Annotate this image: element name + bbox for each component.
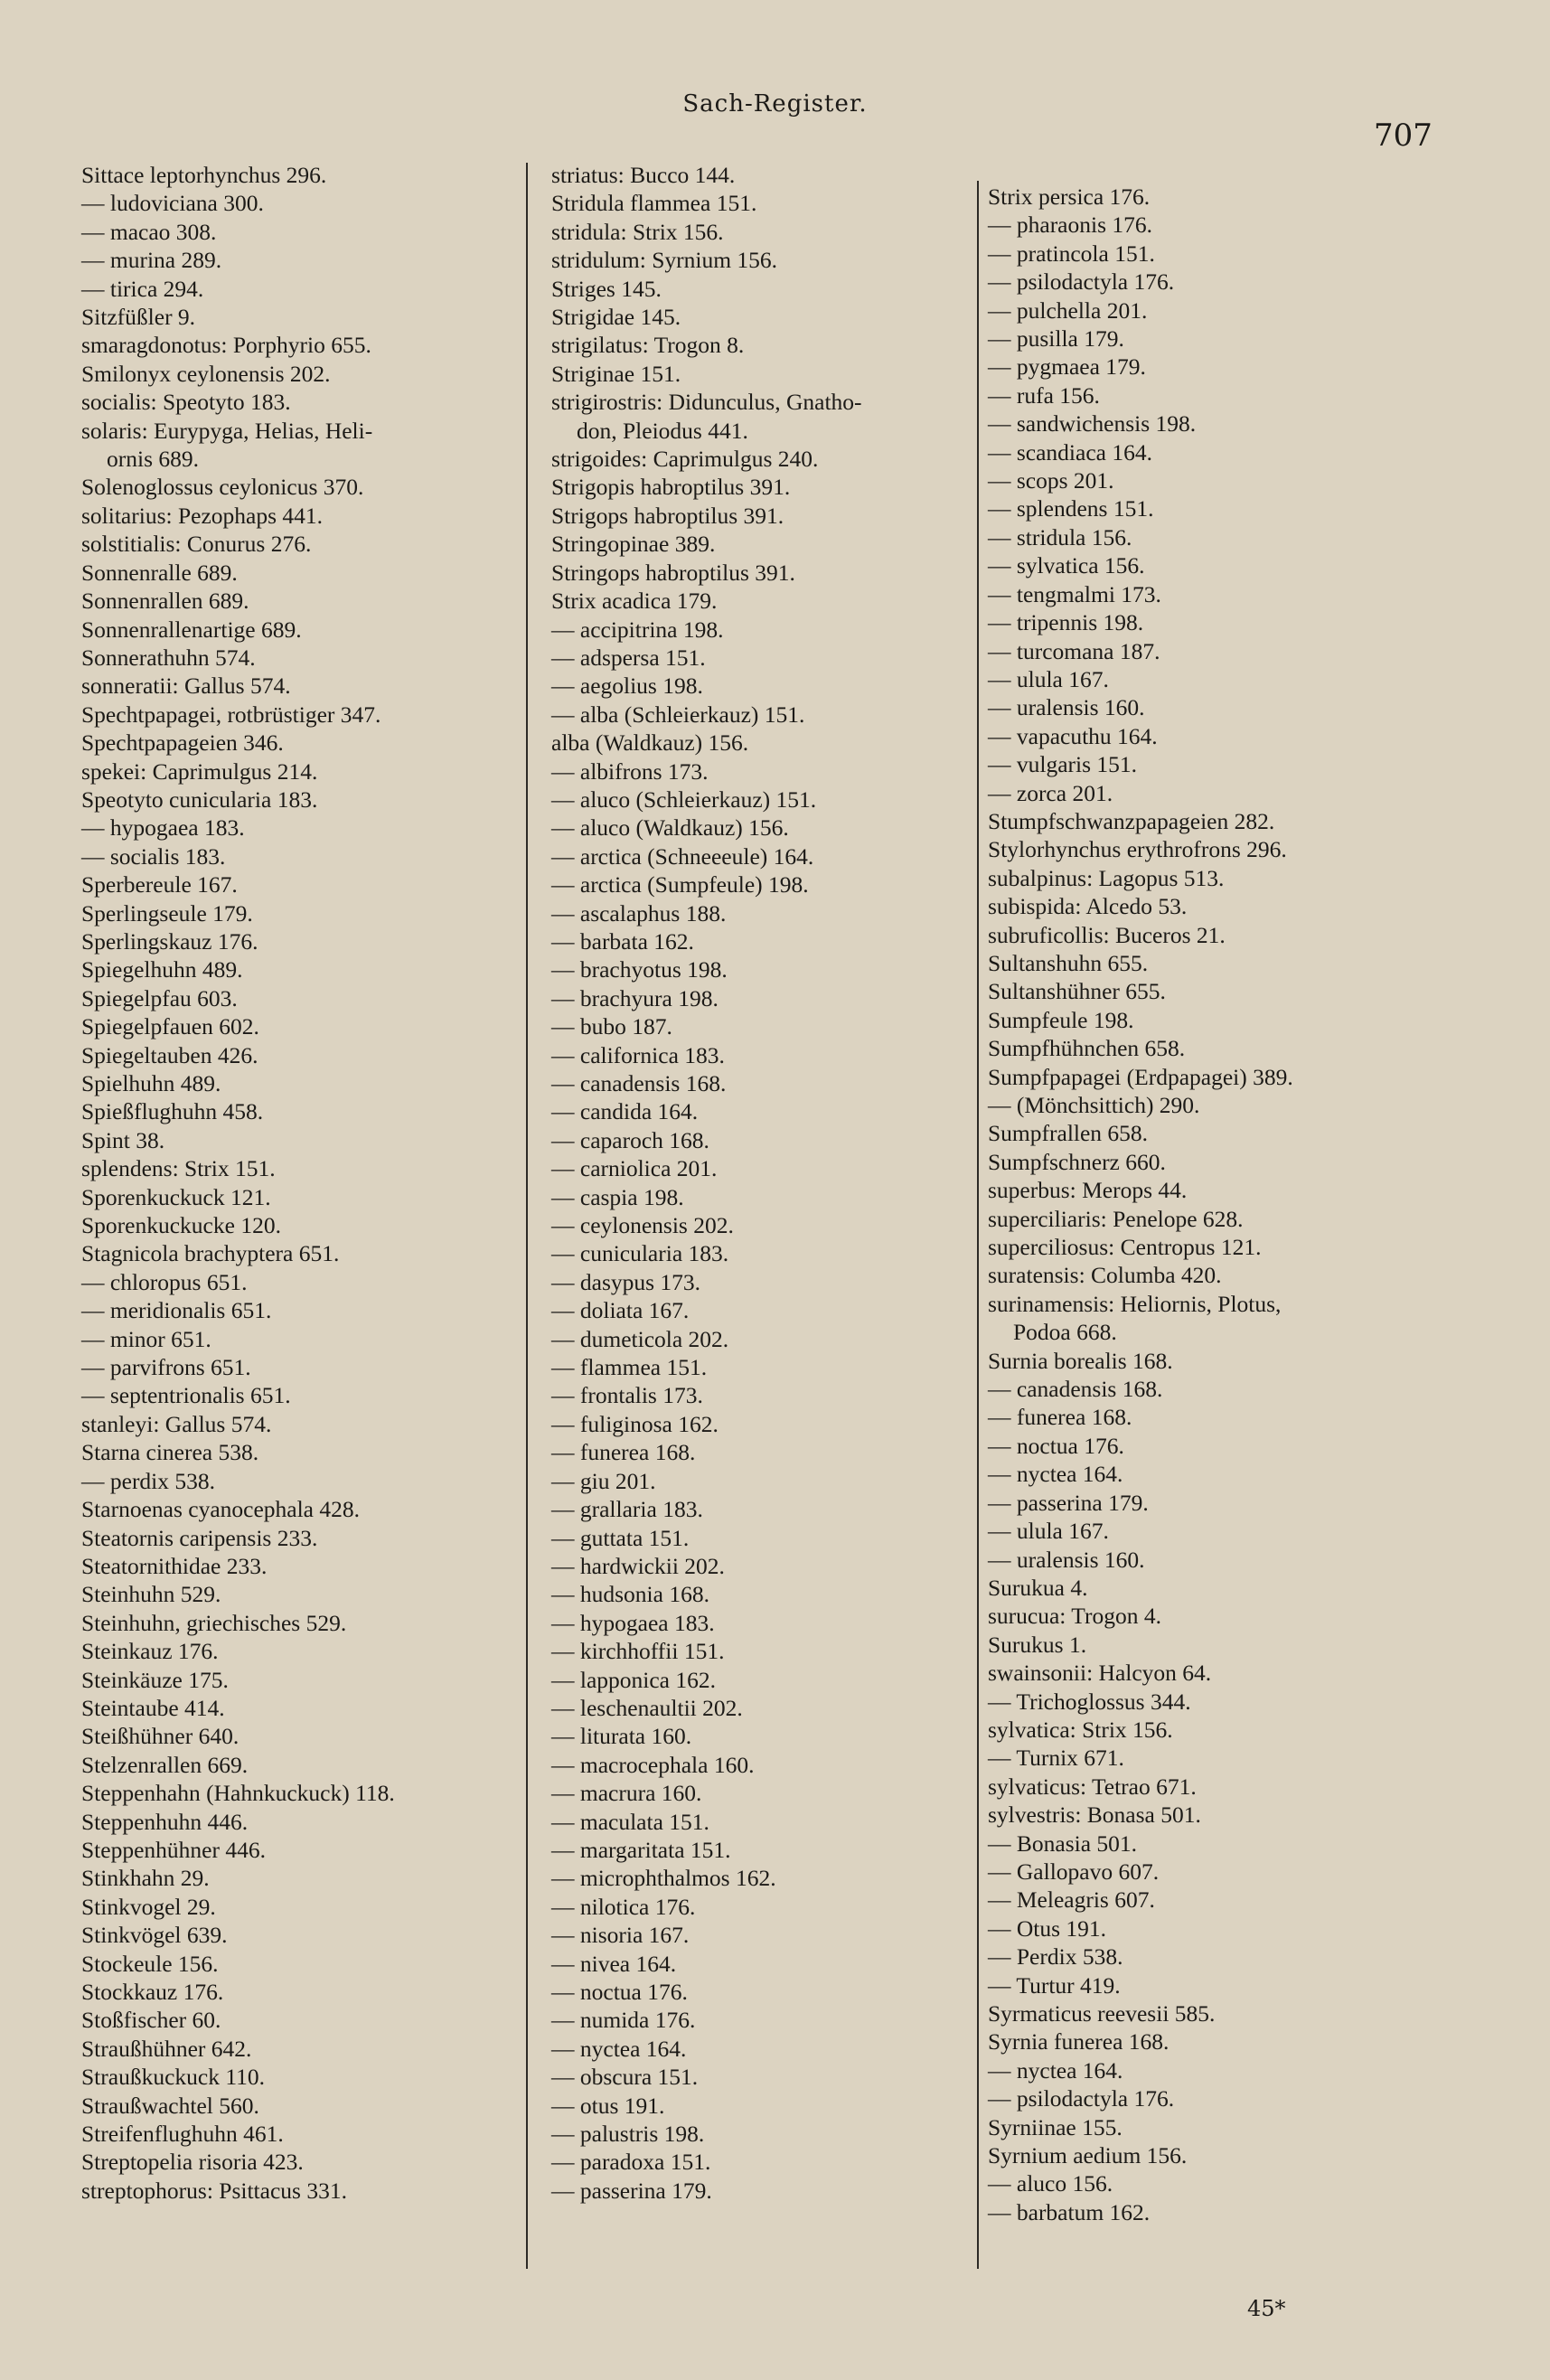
index-entry: Spechtpapagei, rotbrüstiger 347. [81, 701, 381, 728]
index-column-2 [551, 161, 967, 2205]
index-entry: Sultanshühner 655. [988, 978, 1166, 1005]
index-entry: — zorca 201. [988, 779, 1113, 806]
index-entry: streptophorus: Psittacus 331. [81, 2177, 347, 2204]
index-entry: — stridula 156. [988, 523, 1132, 550]
index-entry: — barbatum 162. [988, 2198, 1151, 2225]
index-entry: — chloropus 651. [81, 1268, 248, 1295]
index-entry: Steinkauz 176. [81, 1638, 219, 1665]
index-entry: Stinkhahn 29. [81, 1865, 210, 1892]
index-entry: socialis: Speotyto 183. [81, 389, 291, 416]
index-entry: — murina 289. [81, 247, 222, 274]
index-entry: — turcomana 187. [988, 637, 1160, 664]
index-entry: Syrnia funerea 168. [988, 2028, 1170, 2055]
index-entry: — arctica (Sumpfeule) 198. [551, 871, 809, 898]
index-entry: — adspersa 151. [551, 644, 706, 671]
index-entry: — Meleagris 607. [988, 1886, 1155, 1914]
index-entry: Steintaube 414. [81, 1694, 225, 1721]
index-entry: — accipitrina 198. [551, 616, 724, 643]
index-entry: Striges 145. [551, 275, 662, 302]
index-entry: — californica 183. [551, 1041, 725, 1068]
index-entry: stanleyi: Gallus 574. [81, 1410, 272, 1437]
index-entry: Steinhuhn 529. [81, 1581, 221, 1608]
index-entry: — microphthalmos 162. [551, 1865, 776, 1892]
index-entry: Streifenflughuhn 461. [81, 2121, 284, 2148]
index-entry: swainsonii: Halcyon 64. [988, 1660, 1212, 1687]
index-entry: Stringopinae 389. [551, 531, 716, 558]
signature-mark: 45* [1247, 2296, 1286, 2321]
index-entry: subalpinus: Lagopus 513. [988, 864, 1225, 891]
index-entry: — canadensis 168. [988, 1376, 1163, 1403]
index-entry: subispida: Alcedo 53. [988, 893, 1188, 920]
index-entry: — nyctea 164. [551, 2035, 687, 2062]
index-entry: surinamensis: Heliornis, Plotus, [988, 1290, 1282, 1317]
running-head: Sach-Register. [682, 90, 868, 118]
index-entry: Syrmaticus reevesii 585. [988, 2000, 1216, 2027]
index-entry: solitarius: Pezophaps 441. [81, 502, 324, 529]
index-entry: Syrniinae 155. [988, 2113, 1123, 2140]
index-entry: solaris: Eurypyga, Helias, Heli- [81, 417, 373, 444]
index-entry: Straußhühner 642. [81, 2035, 252, 2062]
index-entry: — passerina 179. [551, 2177, 712, 2204]
index-entry: Strigopis habroptilus 391. [551, 474, 791, 501]
index-entry: Stockkauz 176. [81, 1979, 224, 2005]
index-entry: Steinkäuze 175. [81, 1666, 229, 1693]
index-entry: Sonnenrallenartige 689. [81, 616, 302, 643]
index-entry: Spielhuhn 489. [81, 1070, 221, 1096]
index-entry: superciliosus: Centropus 121. [988, 1234, 1262, 1261]
index-entry: — aegolius 198. [551, 673, 703, 700]
index-entry: — rufa 156. [988, 381, 1100, 409]
index-entry: Steppenhahn (Hahnkuckuck) 118. [81, 1780, 395, 1807]
index-entry: — pusilla 179. [988, 325, 1124, 353]
index-entry: — (Mönchsittich) 290. [988, 1092, 1200, 1118]
index-entry: — psilodactyla 176. [988, 268, 1175, 296]
index-entry: — doliata 167. [551, 1297, 690, 1324]
index-entry: smaragdonotus: Porphyrio 655. [81, 332, 371, 359]
index-entry: — meridionalis 651. [81, 1297, 272, 1324]
index-entry: sylvaticus: Tetrao 671. [988, 1773, 1197, 1800]
index-entry: — palustris 198. [551, 2121, 705, 2148]
index-entry: Surukua 4. [988, 1574, 1088, 1601]
index-entry: — nisoria 167. [551, 1922, 690, 1949]
index-entry: — sylvatica 156. [988, 552, 1145, 579]
index-entry: — numida 176. [551, 2007, 696, 2034]
index-entry: — Perdix 538. [988, 1943, 1123, 1971]
index-entry: — maculata 151. [551, 1808, 709, 1835]
index-entry: Spießflughuhn 458. [81, 1098, 264, 1125]
index-entry: Surnia borealis 168. [988, 1347, 1173, 1374]
index-entry: Sonnerathuhn 574. [81, 644, 256, 671]
index-entry: — otus 191. [551, 2092, 665, 2119]
index-entry: strigirostris: Didunculus, Gnatho- [551, 389, 862, 416]
index-entry: — nilotica 176. [551, 1893, 696, 1920]
index-entry: — parvifrons 651. [81, 1354, 251, 1381]
index-entry: — macrura 160. [551, 1780, 702, 1807]
index-entry: — grallaria 183. [551, 1496, 703, 1523]
index-entry: Sperlingskauz 176. [81, 927, 258, 955]
index-entry: Spiegelhuhn 489. [81, 956, 243, 983]
index-entry: Sultanshuhn 655. [988, 949, 1149, 976]
index-entry: — pratincola 151. [988, 240, 1155, 267]
index-entry: Sporenkuckuck 121. [81, 1183, 271, 1210]
index-entry: Speotyto cunicularia 183. [81, 785, 318, 813]
index-entry: Sittace leptorhynchus 296. [81, 162, 327, 188]
page-number: 707 [1374, 118, 1433, 154]
index-entry: Steinhuhn, griechisches 529. [81, 1609, 347, 1636]
index-entry: Streptopelia risoria 423. [81, 2149, 304, 2176]
index-entry: Sumpfhühnchen 658. [988, 1035, 1186, 1062]
index-entry: — tirica 294. [81, 275, 204, 302]
index-entry: Sumpfeule 198. [988, 1006, 1134, 1033]
index-entry: — kirchhoffii 151. [551, 1638, 725, 1665]
column-rule [977, 181, 979, 2269]
index-entry: — splendens 151. [988, 495, 1154, 522]
index-entry: — caparoch 168. [551, 1126, 709, 1153]
index-entry: Starnoenas cyanocephala 428. [81, 1496, 361, 1523]
index-entry: Starna cinerea 538. [81, 1439, 259, 1466]
index-entry: — ceylonensis 202. [551, 1212, 734, 1239]
index-entry: Stinkvogel 29. [81, 1893, 216, 1920]
index-entry: superbus: Merops 44. [988, 1177, 1188, 1204]
index-entry: — lapponica 162. [551, 1666, 716, 1693]
index-entry: Sperbereule 167. [81, 871, 238, 898]
index-entry: — vapacuthu 164. [988, 722, 1158, 749]
index-entry: — macao 308. [81, 218, 217, 245]
index-entry: — ludoviciana 300. [81, 190, 264, 217]
index-entry: — alba (Schleierkauz) 151. [551, 701, 805, 728]
index-entry: Smilonyx ceylonensis 202. [81, 360, 331, 387]
index-entry: Sumpfrallen 658. [988, 1120, 1149, 1147]
index-entry: — noctua 176. [551, 1979, 688, 2005]
index-entry: — arctica (Schneeeule) 164. [551, 842, 814, 870]
index-entry: — cunicularia 183. [551, 1240, 729, 1267]
index-entry: — frontalis 173. [551, 1382, 703, 1409]
index-entry: — scops 201. [988, 467, 1114, 494]
index-entry: Surukus 1. [988, 1631, 1087, 1658]
index-entry: — uralensis 160. [988, 1546, 1145, 1573]
index-entry: Stagnicola brachyptera 651. [81, 1240, 340, 1267]
index-entry: — liturata 160. [551, 1723, 692, 1750]
index-entry: — dasypus 173. [551, 1268, 701, 1295]
index-entry: Steppenhuhn 446. [81, 1808, 249, 1835]
index-entry: — psilodactyla 176. [988, 2085, 1175, 2112]
index-entry: — aluco 156. [988, 2170, 1113, 2197]
index-entry: superciliaris: Penelope 628. [988, 1205, 1244, 1232]
index-entry: — hardwickii 202. [551, 1552, 725, 1579]
index-entry: Striginae 151. [551, 360, 681, 387]
index-entry: Sumpfschnerz 660. [988, 1148, 1166, 1175]
index-entry: — aluco (Waldkauz) 156. [551, 814, 789, 842]
index-entry: Sonnenralle 689. [81, 559, 238, 586]
index-entry: Stylorhynchus erythrofrons 296. [988, 836, 1287, 863]
index-entry: Straußwachtel 560. [81, 2092, 259, 2119]
index-entry: — caspia 198. [551, 1183, 684, 1210]
index-entry: spekei: Caprimulgus 214. [81, 757, 318, 785]
index-entry: Sumpfpapagei (Erdpapagei) 389. [988, 1063, 1293, 1090]
index-entry: Solenoglossus ceylonicus 370. [81, 474, 364, 501]
index-entry: — carniolica 201. [551, 1155, 718, 1182]
index-entry: — pharaonis 176. [988, 212, 1153, 239]
index-entry: splendens: Strix 151. [81, 1155, 276, 1182]
index-entry: Stockeule 156. [81, 1950, 219, 1977]
index-entry: — scandiaca 164. [988, 438, 1152, 466]
index-entry: Stumpfschwanzpapageien 282. [988, 807, 1275, 834]
index-entry: — aluco (Schleierkauz) 151. [551, 785, 817, 813]
index-entry: Straußkuckuck 110. [81, 2064, 266, 2091]
index-entry: Strix persica 176. [988, 183, 1151, 210]
index-entry: — albifrons 173. [551, 757, 709, 785]
index-entry: Sonnenrallen 689. [81, 588, 249, 615]
index-entry: — noctua 176. [988, 1432, 1124, 1459]
index-entry: solstitialis: Conurus 276. [81, 531, 312, 558]
index-entry: — Bonasia 501. [988, 1830, 1138, 1857]
index-entry: Steatornis caripensis 233. [81, 1524, 318, 1551]
column-rule [526, 163, 528, 2269]
index-entry: Spiegelpfauen 602. [81, 1013, 259, 1040]
index-entry: Strigidae 145. [551, 304, 681, 331]
index-entry: — Otus 191. [988, 1914, 1107, 1942]
index-entry: — Trichoglossus 344. [988, 1688, 1191, 1715]
index-entry: don, Pleiodus 441. [577, 417, 748, 444]
index-entry: — uralensis 160. [988, 694, 1145, 721]
index-entry: — funerea 168. [551, 1439, 696, 1466]
index-entry: — hudsonia 168. [551, 1581, 709, 1608]
index-entry: strigoides: Caprimulgus 240. [551, 446, 819, 473]
index-entry: — pygmaea 179. [988, 353, 1146, 381]
index-column-3 [988, 183, 1440, 2226]
index-entry: Stridula flammea 151. [551, 190, 757, 217]
index-entry: Stelzenrallen 669. [81, 1751, 249, 1778]
index-entry: — macrocephala 160. [551, 1751, 755, 1778]
index-entry: — tripennis 198. [988, 609, 1144, 636]
index-entry: Sitzfüßler 9. [81, 304, 196, 331]
index-entry: stridula: Strix 156. [551, 218, 724, 245]
index-entry: — candida 164. [551, 1098, 699, 1125]
index-entry: Spiegeltauben 426. [81, 1041, 258, 1068]
index-entry: — septentrionalis 651. [81, 1382, 291, 1409]
index-entry: alba (Waldkauz) 156. [551, 729, 749, 757]
index-entry: Stinkvögel 639. [81, 1922, 228, 1949]
index-entry: — minor 651. [81, 1325, 211, 1352]
index-entry: sonneratii: Gallus 574. [81, 673, 291, 700]
index-entry: sylvestris: Bonasa 501. [988, 1801, 1201, 1829]
index-column-1 [81, 161, 524, 2205]
index-entry: — nivea 164. [551, 1950, 677, 1977]
index-entry: — giu 201. [551, 1467, 656, 1494]
index-entry: — ascalaphus 188. [551, 899, 727, 927]
index-entry: — perdix 538. [81, 1467, 216, 1494]
index-entry: sylvatica: Strix 156. [988, 1716, 1173, 1743]
index-entry: — bubo 187. [551, 1013, 672, 1040]
index-entry: Steißhühner 640. [81, 1723, 240, 1750]
index-entry: Strix acadica 179. [551, 588, 718, 615]
index-entry: Spechtpapageien 346. [81, 729, 284, 757]
index-entry: — nyctea 164. [988, 2056, 1123, 2084]
index-entry: ornis 689. [107, 446, 199, 473]
index-entry: — brachyura 198. [551, 984, 719, 1011]
index-entry: striatus: Bucco 144. [551, 162, 736, 188]
index-entry: — socialis 183. [81, 842, 226, 870]
index-entry: Stringops habroptilus 391. [551, 559, 795, 586]
index-entry: — vulgaris 151. [988, 751, 1138, 778]
index-entry: — pulchella 201. [988, 296, 1148, 324]
index-entry: — Turnix 671. [988, 1745, 1124, 1772]
index-entry: Podoa 668. [1013, 1319, 1117, 1346]
index-entry: — canadensis 168. [551, 1070, 727, 1096]
index-entry: Strigops habroptilus 391. [551, 502, 784, 529]
index-entry: — fuliginosa 162. [551, 1410, 719, 1437]
index-entry: Spint 38. [81, 1126, 165, 1153]
index-entry: — flammea 151. [551, 1354, 708, 1381]
index-entry: — tengmalmi 173. [988, 580, 1161, 607]
index-entry: — leschenaultii 202. [551, 1694, 743, 1721]
index-entry: — Turtur 419. [988, 1971, 1121, 1999]
index-entry: subruficollis: Buceros 21. [988, 921, 1226, 948]
index-entry: suratensis: Columba 420. [988, 1262, 1222, 1289]
index-entry: — passerina 179. [988, 1489, 1149, 1516]
index-entry: surucua: Trogon 4. [988, 1603, 1161, 1630]
index-entry: — margaritata 151. [551, 1836, 731, 1863]
index-entry: — nyctea 164. [988, 1461, 1123, 1488]
index-entry: strigilatus: Trogon 8. [551, 332, 745, 359]
index-entry: — hypogaea 183. [81, 814, 245, 842]
index-entry: — hypogaea 183. [551, 1609, 715, 1636]
index-entry: — brachyotus 198. [551, 956, 728, 983]
index-entry: Spiegelpfau 603. [81, 984, 238, 1011]
index-entry: — paradoxa 151. [551, 2149, 711, 2176]
index-entry: — guttata 151. [551, 1524, 690, 1551]
index-entry: Sporenkuckucke 120. [81, 1212, 281, 1239]
index-entry: — obscura 151. [551, 2064, 699, 2091]
index-entry: Stoßfischer 60. [81, 2007, 221, 2034]
index-entry: Sperlingseule 179. [81, 899, 253, 927]
index-entry: — funerea 168. [988, 1404, 1132, 1431]
index-entry: Syrnium aedium 156. [988, 2142, 1188, 2169]
index-entry: Steatornithidae 233. [81, 1552, 268, 1579]
index-entry: — sandwichensis 198. [988, 410, 1197, 437]
index-entry: — ulula 167. [988, 665, 1109, 692]
index-entry: stridulum: Syrnium 156. [551, 247, 778, 274]
index-entry: — dumeticola 202. [551, 1325, 729, 1352]
index-entry: — barbata 162. [551, 927, 694, 955]
index-entry: — Gallopavo 607. [988, 1858, 1160, 1885]
index-entry: — ulula 167. [988, 1518, 1109, 1545]
index-entry: Steppenhühner 446. [81, 1836, 266, 1863]
